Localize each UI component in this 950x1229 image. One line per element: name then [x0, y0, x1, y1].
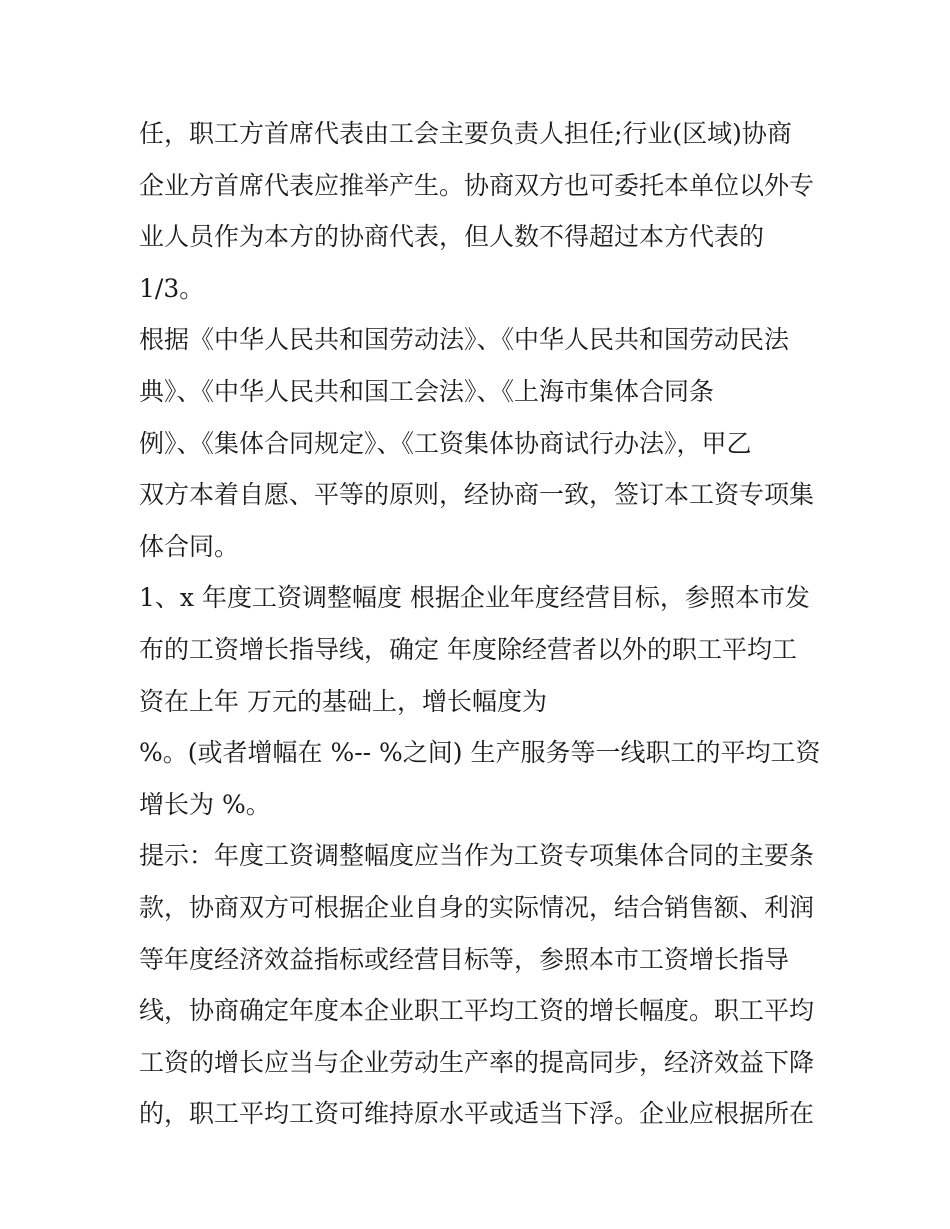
text-line: 业人员作为本方的协商代表，但人数不得超过本方代表的: [139, 222, 765, 252]
text-line: 款，协商双方可根据企业自身的实际情况，结合销售额、利润: [139, 892, 815, 922]
text-line: 提示：年度工资调整幅度应当作为工资专项集体合同的主要条: [139, 841, 815, 871]
text-line: 资在上年 万元的基础上，增长幅度为: [139, 686, 547, 716]
text-line: 例》、《集体合同规定》、《工资集体协商试行办法》，甲乙: [139, 428, 752, 458]
text-line: 的，职工平均工资可维持原水平或适当下浮。企业应根据所在: [139, 1099, 815, 1129]
text-line: 企业方首席代表应推举产生。协商双方也可委托本单位以外专: [139, 170, 815, 200]
text-line: 典》、《中华人民共和国工会法》、《上海市集体合同条: [139, 376, 715, 406]
text-line: 任，职工方首席代表由工会主要负责人担任;行业(区域)协商: [139, 119, 792, 148]
text-line: 增长为 %。: [139, 789, 271, 819]
text-line: 线，协商确定年度本企业职工平均工资的增长幅度。职工平均: [139, 996, 815, 1026]
text-line: 等年度经济效益指标或经营目标等，参照本市工资增长指导: [139, 944, 790, 974]
document-body: [139, 108, 819, 1140]
text-line: 双方本着自愿、平等的原则，经协商一致，签订本工资专项集: [139, 480, 815, 510]
text-line: %。(或者增幅在 %-- %之间) 生产服务等一线职工的平均工资: [139, 738, 821, 768]
text-line: 布的工资增长指导线，确定 年度除经营者以外的职工平均工: [139, 634, 797, 664]
text-line: 体合同。: [139, 531, 240, 561]
text-line: 1/3。: [139, 273, 205, 303]
text-line: 根据《中华人民共和国劳动法》、《中华人民共和国劳动民法: [139, 325, 790, 355]
text-line: 工资的增长应当与企业劳动生产率的提高同步，经济效益下降: [139, 1047, 815, 1077]
text-line: 1、x 年度工资调整幅度 根据企业年度经营目标，参照本市发: [139, 583, 810, 613]
